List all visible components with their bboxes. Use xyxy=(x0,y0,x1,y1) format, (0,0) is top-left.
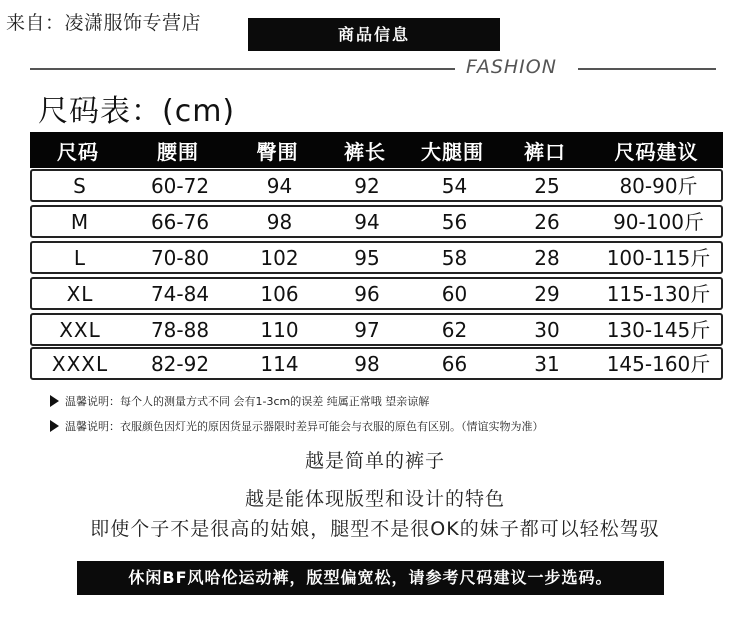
table-cell: 90-100斤 xyxy=(613,210,704,234)
header-cell-length: 裤长 xyxy=(344,139,386,164)
table-cell: S xyxy=(73,174,87,198)
table-cell: 92 xyxy=(354,174,380,198)
table-cell: 62 xyxy=(441,318,468,342)
product-info-banner: 商品信息 xyxy=(248,18,500,51)
table-cell: 54 xyxy=(441,174,468,198)
table-cell: XXXL xyxy=(51,352,109,376)
table-cell: 28 xyxy=(534,246,560,270)
table-cell: 25 xyxy=(534,174,560,198)
store-name: 来自：凌潇服饰专营店 xyxy=(6,12,202,34)
table-cell: 110 xyxy=(260,318,299,342)
table-cell: L xyxy=(73,246,87,270)
description-line-1: 越是简单的裤子 xyxy=(304,450,445,472)
table-cell: 29 xyxy=(534,282,560,306)
note-text: 温馨说明：衣服颜色因灯光的原因货显示器限时差异可能会与衣服的原色有区别。（情谊实物为准） xyxy=(65,420,544,433)
table-cell: 145-160斤 xyxy=(606,352,711,376)
table-row xyxy=(30,347,723,380)
table-row xyxy=(30,205,723,238)
header-cell-hem: 裤口 xyxy=(524,139,566,164)
table-cell: 114 xyxy=(260,352,299,376)
table-cell: 95 xyxy=(354,246,380,270)
triangle-icon xyxy=(50,420,59,432)
table-cell: 94 xyxy=(354,210,380,234)
table-cell: 130-145斤 xyxy=(606,318,711,342)
header-cell-thigh: 大腿围 xyxy=(421,139,484,164)
table-cell: 80-90斤 xyxy=(619,174,698,198)
table-cell: 82-92 xyxy=(150,352,210,376)
table-cell: XXL xyxy=(59,318,101,342)
table-cell: 106 xyxy=(260,282,299,306)
table-cell: 115-130斤 xyxy=(606,282,711,306)
size-table-title: 尺码表：(cm) xyxy=(38,94,236,129)
table-cell: 26 xyxy=(534,210,560,234)
table-cell: 58 xyxy=(441,246,468,270)
note-color xyxy=(50,418,544,434)
table-cell: 60 xyxy=(441,282,468,306)
table-cell: 100-115斤 xyxy=(606,246,711,270)
description-line-3: 即使个子不是很高的姑娘，腿型不是很OK的妹子都可以轻松驾驭 xyxy=(90,518,660,540)
table-cell: 98 xyxy=(354,352,380,376)
table-cell: XL xyxy=(66,282,94,306)
table-cell: M xyxy=(70,210,90,234)
table-cell: 66 xyxy=(441,352,468,376)
header-cell-suggestion: 尺码建议 xyxy=(614,139,699,164)
table-cell: 96 xyxy=(354,282,380,306)
header-cell-hip: 臀围 xyxy=(256,139,299,164)
size-table-header xyxy=(30,132,723,168)
table-cell: 78-88 xyxy=(150,318,210,342)
divider-right xyxy=(578,68,716,70)
header-cell-waist: 腰围 xyxy=(157,139,199,164)
note-text: 温馨说明：每个人的测量方式不同 会有1-3cm的误差 纯属正常哦 望亲谅解 xyxy=(65,395,430,408)
triangle-icon xyxy=(50,395,59,407)
table-cell: 66-76 xyxy=(150,210,210,234)
table-cell: 60-72 xyxy=(150,174,210,198)
description-line-2: 越是能体现版型和设计的特色 xyxy=(244,488,505,510)
table-row xyxy=(30,277,723,310)
table-cell: 98 xyxy=(266,210,293,234)
fashion-label: FASHION xyxy=(466,56,557,78)
table-cell: 74-84 xyxy=(150,282,210,306)
bottom-banner: 休闲BF风哈伦运动裤，版型偏宽松，请参考尺码建议一步选码。 xyxy=(77,561,664,595)
table-cell: 70-80 xyxy=(150,246,210,270)
table-row xyxy=(30,313,723,346)
header-cell-size: 尺码 xyxy=(57,139,99,164)
table-row xyxy=(30,169,723,202)
table-row xyxy=(30,241,723,274)
table-cell: 31 xyxy=(534,352,560,376)
note-measurement xyxy=(50,393,429,409)
divider-left xyxy=(30,68,455,70)
table-cell: 97 xyxy=(354,318,380,342)
table-cell: 56 xyxy=(441,210,468,234)
table-cell: 94 xyxy=(266,174,293,198)
table-cell: 102 xyxy=(260,246,299,270)
table-cell: 30 xyxy=(534,318,560,342)
